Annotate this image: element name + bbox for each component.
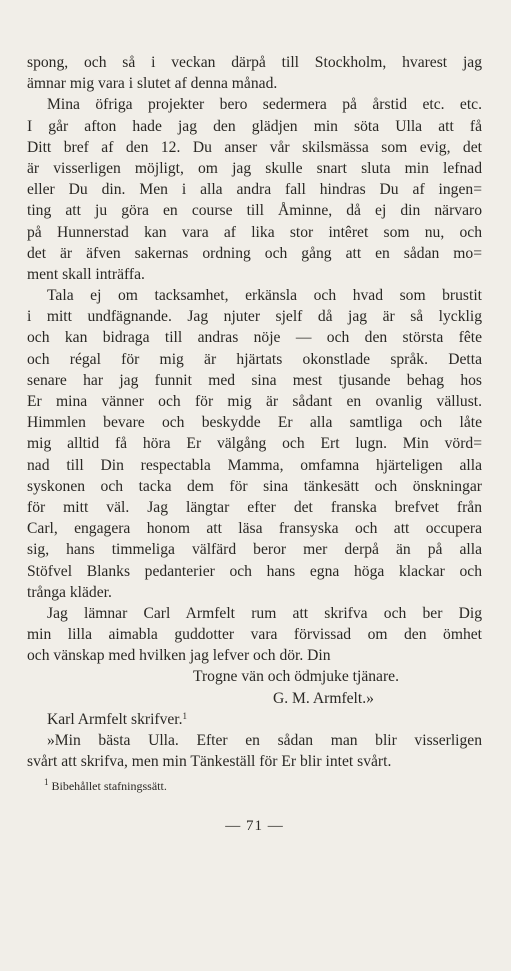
text-line: syskonen och tacka dem för sina tänkesätt och önskningar — [27, 477, 482, 495]
paragraph-karl-letter — [27, 730, 482, 772]
text-line: min lilla aimabla guddotter vara förvissad om den ömhet — [27, 626, 482, 644]
text-line: Er mina vänner och för mig är sådant en ovanlig vällust. — [27, 393, 482, 410]
karl-heading — [27, 709, 482, 730]
text-line: och régal för mig är hjärtats okonstlade språk. Detta — [27, 350, 482, 368]
paragraph-farewell — [27, 603, 482, 667]
footnote-mark: 1 — [44, 777, 49, 788]
footnote-reference: 1 — [182, 710, 188, 721]
karl-heading-text: Karl Armfelt skrifver. — [47, 710, 183, 728]
text-line: ment skall inträffa. — [27, 265, 145, 283]
text-line: Carl, engagera honom att läsa fransyska och att occupera — [27, 520, 482, 538]
text-line: Stöfvel Blanks pedanterier och hans egna höga klackar och — [27, 562, 482, 580]
paragraph-projects — [27, 94, 482, 285]
text-line: sig, hans timmeliga välfärd beror mer derpå än på alla — [27, 541, 482, 559]
text-line: mig alltid få höra Er välgång och Ert lugn. Min vörd= — [27, 435, 482, 453]
text-line: »Min bästa Ulla. Efter en sådan man blir visserligen — [47, 732, 482, 749]
text-line: och vänskap med hvilken jag lefver och dör. Din — [27, 647, 331, 665]
text-line: är visserligen möjligt, om jag skulle snart sluta min lefnad — [27, 159, 482, 177]
text-line: Tala ej om tacksamhet, erkänsla och hvad som brustit — [47, 287, 482, 305]
text-line: för mitt väl. Jag längtar efter det franska brefvet från — [27, 498, 482, 516]
text-line: Himmlen bevare och beskydde Er alla samtliga och låte — [27, 414, 482, 432]
text-line: på Hunnerstad kan vara af lika stor intêret som nu, och — [27, 223, 482, 241]
text-line: spong, och så i veckan därpå till Stockholm, hvarest jag — [27, 54, 482, 71]
text-line: eller Du din. Men i alla andra fall hindras Du af ingen= — [27, 181, 482, 199]
text-line: ämnar mig vara i slutet af denna månad. — [27, 75, 278, 93]
text-line: Ditt bref af den 12. Du anser vår skilsmässa som evig, det — [27, 138, 482, 156]
signature: G. M. Armfelt.» — [273, 689, 374, 707]
text-line: I går afton hade jag den glädjen min söta Ulla att få — [27, 117, 482, 135]
paragraph-continuation — [27, 52, 482, 94]
text-line: trånga kläder. — [27, 583, 112, 601]
footnote — [27, 778, 482, 794]
text-line: i mitt undfägnande. Jag njuter sjelf då jag är så lycklig — [27, 308, 482, 326]
text-line: senare har jag funnit med sina mest tjusande behag hos — [27, 371, 482, 389]
footnote-text: Bibehållet stafningssätt. — [51, 779, 167, 794]
page-number: — 71 — — [225, 818, 284, 835]
text-line: Jag lämnar Carl Armfelt rum att skrifva och ber Dig — [47, 604, 482, 622]
text-line: ting att ju göra en course till Åminne, då ej din närvaro — [27, 202, 482, 220]
text-line: och kan bidraga till andras nöje — och den största fête — [27, 329, 482, 347]
text-line: nad till Din respectabla Mamma, omfamna hjärteligen alla — [27, 456, 482, 474]
text-line: svårt att skrifva, men min Tänkeställ för Er blir intet svårt. — [27, 753, 392, 771]
text-line: det är äfven sakernas ordning och gång att en sådan mo= — [27, 244, 482, 262]
text-line: Mina öfriga projekter bero sedermera på årstid etc. etc. — [47, 96, 482, 114]
paragraph-gratitude — [27, 285, 482, 603]
closing-salutation: Trogne vän och ödmjuke tjänare. — [193, 668, 399, 686]
